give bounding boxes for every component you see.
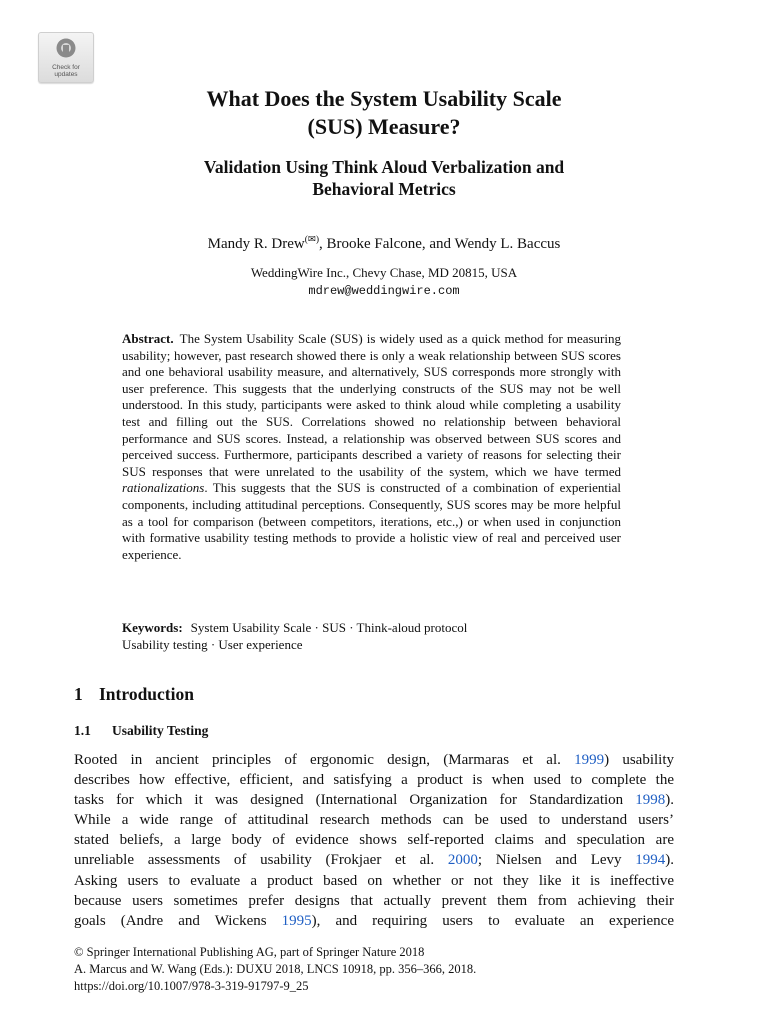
body-line: because users sometimes prefer designs that actually prevent them from achieving their bbox=[74, 892, 674, 909]
body-text: goals (Andre and Wickens bbox=[74, 912, 282, 929]
body-text: ). bbox=[665, 852, 674, 869]
section-number: 1 bbox=[74, 684, 83, 704]
abstract-label: Abstract. bbox=[122, 331, 174, 346]
body-line: stated beliefs, a large body of evidence shows self-reported claims and speculation are bbox=[74, 832, 674, 849]
body-line: While a wide range of attitudinal research methods can be used to understand users’ bbox=[74, 812, 674, 829]
body-line bbox=[74, 850, 674, 870]
abstract-text-part2: . This suggests that the SUS is constructed of a combination of experiential components, including attitudinal perceptions. Consequently, SUS scores may be more helpful as a tool for comparison (between competitors, iterations, etc.,) or when used in conjunction with formative usability testing methods to provide a holistic view of real and perceived user experience. bbox=[122, 480, 621, 562]
badge-label-line1: Check for bbox=[52, 64, 80, 71]
body-text: ), and requiring users to evaluate an experience bbox=[311, 912, 674, 929]
body-text: ; Nielsen and Levy bbox=[477, 852, 636, 869]
citation-link[interactable]: 1998 bbox=[635, 792, 666, 809]
section-title: Introduction bbox=[99, 684, 194, 704]
abstract-text-part1: The System Usability Scale (SUS) is widely used as a quick method for measuring usability; however, past research showed there is only a weak relationship between SUS scores and one behavioral usability measure, and alternatively, SUS corresponds more strongly with user preference. This suggests that the underlying constructs of the SUS may not be well understood. In this study, participants were asked to think aloud while completing a usability test and filling out the SUS. Correlations showed no relationship between behavioral performance and SUS scores. Instead, a relationship was observed between SUS scores and perceived success. Furthermore, participants described a variety of reasons for selecting their SUS responses that were unrelated to the usability of the system, which we have termed bbox=[122, 331, 621, 479]
abstract bbox=[122, 331, 621, 563]
footer bbox=[74, 944, 476, 995]
copyright-notice: © Springer International Publishing AG, part of Springer Nature 2018 bbox=[74, 945, 425, 959]
body-line: describes how effective, efficient, and satisfying a product is when used to complete the bbox=[74, 772, 674, 789]
paper-title-line1: What Does the System Usability Scale bbox=[206, 86, 562, 111]
subsection-number: 1.1 bbox=[74, 723, 91, 738]
subsection-heading bbox=[74, 722, 208, 740]
paper-title-line2: (SUS) Measure? bbox=[307, 114, 461, 139]
citation-link[interactable]: 1994 bbox=[635, 852, 666, 869]
author-first: Mandy R. Drew bbox=[207, 236, 305, 252]
keywords bbox=[122, 619, 621, 653]
paper-subtitle-line2: Behavioral Metrics bbox=[312, 179, 456, 199]
affiliation: WeddingWire Inc., Chevy Chase, MD 20815, USA bbox=[250, 265, 518, 280]
corresponding-author-mark: (✉) bbox=[304, 235, 319, 245]
check-for-updates-badge[interactable] bbox=[38, 32, 94, 83]
body-paragraph bbox=[74, 750, 674, 931]
doi-link[interactable]: https://doi.org/10.1007/978-3-319-91797-9_25 bbox=[74, 979, 309, 993]
body-text: Rooted in ancient principles of ergonomic design, (Marmaras et al. bbox=[74, 752, 575, 768]
abstract-term: rationalizations bbox=[122, 480, 205, 496]
paper-subtitle bbox=[0, 156, 768, 200]
keywords-line1: System Usability Scale · SUS · Think-aloud protocol bbox=[190, 620, 468, 635]
citation-link[interactable]: 2000 bbox=[447, 852, 478, 869]
bookmark-icon bbox=[55, 37, 77, 63]
paper-subtitle-line1: Validation Using Think Aloud Verbalization and bbox=[203, 157, 565, 177]
citation-link[interactable]: 1999 bbox=[574, 752, 605, 768]
citation-link[interactable]: 1995 bbox=[281, 912, 312, 929]
body-line bbox=[74, 790, 674, 810]
body-text: tasks for which it was designed (International Organization for Standardization bbox=[74, 792, 636, 809]
keywords-line2: Usability testing · User experience bbox=[122, 637, 303, 652]
subsection-title: Usability Testing bbox=[112, 723, 209, 738]
section-heading bbox=[74, 683, 194, 705]
author-list bbox=[0, 230, 768, 254]
keywords-label: Keywords: bbox=[122, 620, 183, 635]
body-line bbox=[74, 911, 674, 931]
body-text: unreliable assessments of usability (Frokjaer et al. bbox=[74, 852, 448, 869]
body-text: ). bbox=[665, 792, 674, 809]
body-text: ) usability bbox=[604, 752, 674, 768]
body-line: Asking users to evaluate a product based on whether or not they like it is ineffective bbox=[74, 872, 674, 889]
badge-label-line2: updates bbox=[54, 71, 78, 78]
body-line bbox=[74, 750, 674, 770]
author-email[interactable]: mdrew@weddingwire.com bbox=[308, 284, 460, 298]
proceedings-citation: A. Marcus and W. Wang (Eds.): DUXU 2018, LNCS 10918, pp. 356–366, 2018. bbox=[74, 962, 477, 976]
paper-title bbox=[0, 85, 768, 141]
author-rest: , Brooke Falcone, and Wendy L. Baccus bbox=[319, 236, 561, 252]
